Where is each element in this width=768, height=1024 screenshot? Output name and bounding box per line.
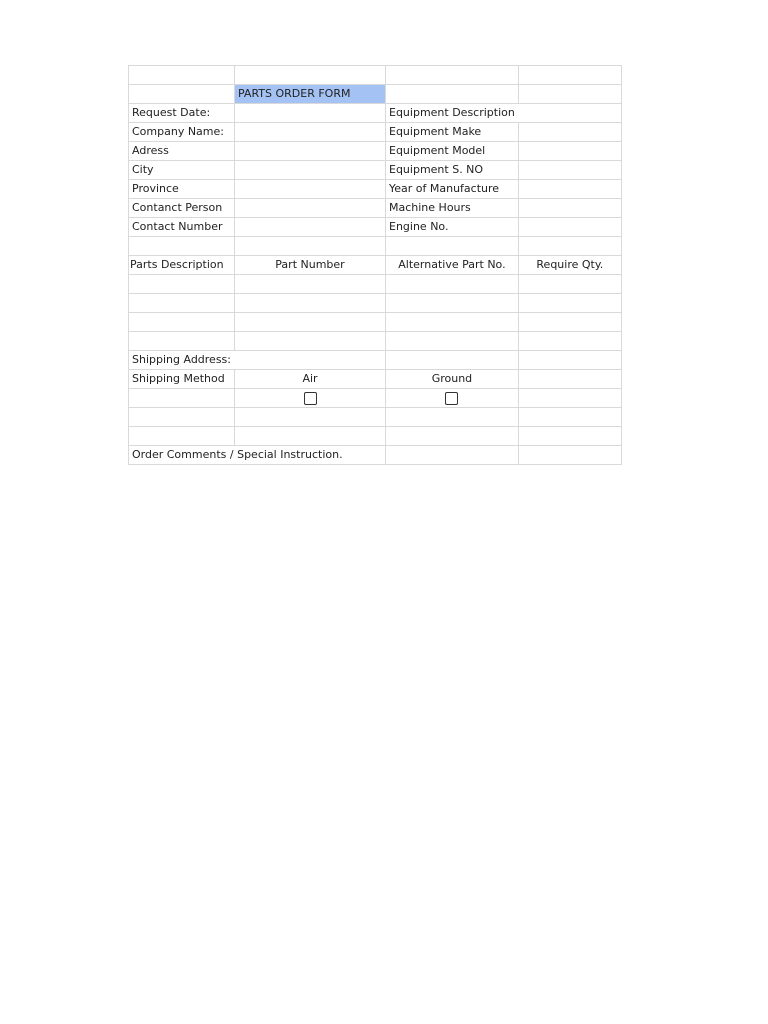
contact-person-field[interactable] xyxy=(235,199,386,218)
contact-person-label: Contanct Person xyxy=(129,199,235,218)
cell[interactable] xyxy=(129,389,235,408)
cell[interactable] xyxy=(518,389,621,408)
cell[interactable] xyxy=(386,237,519,256)
table-row xyxy=(129,427,622,446)
shipping-address-field[interactable] xyxy=(235,351,386,370)
cell[interactable] xyxy=(235,294,386,313)
order-comments-label: Order Comments / Special Instruction. xyxy=(129,446,386,465)
cell[interactable] xyxy=(518,408,621,427)
parts-row xyxy=(129,313,622,332)
cell[interactable] xyxy=(235,313,386,332)
cell[interactable] xyxy=(129,66,235,85)
cell[interactable] xyxy=(129,275,235,294)
address-field[interactable] xyxy=(235,142,386,161)
shipping-address-label: Shipping Address: xyxy=(129,351,235,370)
ground-checkbox-cell xyxy=(386,389,519,408)
year-of-manufacture-label: Year of Manufacture xyxy=(386,180,519,199)
cell[interactable] xyxy=(235,237,386,256)
equipment-make-field[interactable] xyxy=(518,123,621,142)
parts-row xyxy=(129,332,622,351)
equipment-serial-field[interactable] xyxy=(518,161,621,180)
city-field[interactable] xyxy=(235,161,386,180)
cell[interactable] xyxy=(386,313,519,332)
shipping-method-label: Shipping Method xyxy=(129,370,235,389)
table-row xyxy=(129,370,622,389)
table-row xyxy=(129,66,622,85)
city-label: City xyxy=(129,161,235,180)
cell[interactable] xyxy=(518,66,621,85)
table-row xyxy=(129,199,622,218)
machine-hours-field[interactable] xyxy=(518,199,621,218)
cell[interactable] xyxy=(235,427,386,446)
table-row xyxy=(129,237,622,256)
cell[interactable] xyxy=(129,427,235,446)
ground-checkbox[interactable] xyxy=(445,392,458,405)
cell[interactable] xyxy=(518,294,621,313)
table-row xyxy=(129,389,622,408)
contact-number-label: Contact Number xyxy=(129,218,235,237)
parts-description-header: Parts Description xyxy=(129,256,235,275)
cell[interactable] xyxy=(386,408,519,427)
cell[interactable] xyxy=(386,332,519,351)
table-row xyxy=(129,408,622,427)
cell[interactable] xyxy=(386,446,519,465)
address-label: Adress xyxy=(129,142,235,161)
contact-number-field[interactable] xyxy=(235,218,386,237)
equipment-model-field[interactable] xyxy=(518,142,621,161)
request-date-field[interactable] xyxy=(235,104,386,123)
cell[interactable] xyxy=(129,294,235,313)
request-date-label: Request Date: xyxy=(129,104,235,123)
cell[interactable] xyxy=(235,66,386,85)
cell[interactable] xyxy=(518,237,621,256)
year-of-manufacture-field[interactable] xyxy=(518,180,621,199)
cell[interactable] xyxy=(386,294,519,313)
cell[interactable] xyxy=(129,408,235,427)
province-field[interactable] xyxy=(235,180,386,199)
alternative-part-number-header: Alternative Part No. xyxy=(386,256,519,275)
shipping-option-air-label: Air xyxy=(235,370,386,389)
table-row xyxy=(129,180,622,199)
parts-row xyxy=(129,275,622,294)
province-label: Province xyxy=(129,180,235,199)
cell[interactable] xyxy=(129,332,235,351)
table-row xyxy=(129,161,622,180)
company-name-field[interactable] xyxy=(235,123,386,142)
cell[interactable] xyxy=(518,313,621,332)
company-name-label: Company Name: xyxy=(129,123,235,142)
cell[interactable] xyxy=(129,237,235,256)
engine-number-field[interactable] xyxy=(518,218,621,237)
form-title: PARTS ORDER FORM xyxy=(235,85,386,104)
require-qty-header: Require Qty. xyxy=(518,256,621,275)
machine-hours-label: Machine Hours xyxy=(386,199,519,218)
equipment-description-field[interactable] xyxy=(518,104,621,123)
cell[interactable] xyxy=(129,313,235,332)
cell[interactable] xyxy=(518,332,621,351)
parts-header-row xyxy=(129,256,622,275)
cell[interactable] xyxy=(235,275,386,294)
equipment-model-label: Equipment Model xyxy=(386,142,519,161)
parts-order-form-grid xyxy=(128,65,622,465)
cell[interactable] xyxy=(235,408,386,427)
engine-number-label: Engine No. xyxy=(386,218,519,237)
cell[interactable] xyxy=(518,446,621,465)
cell[interactable] xyxy=(129,85,235,104)
cell[interactable] xyxy=(518,85,621,104)
cell[interactable] xyxy=(518,427,621,446)
cell[interactable] xyxy=(386,275,519,294)
parts-row xyxy=(129,294,622,313)
table-row xyxy=(129,85,622,104)
table-row xyxy=(129,446,622,465)
cell[interactable] xyxy=(518,351,621,370)
cell[interactable] xyxy=(386,427,519,446)
equipment-make-label: Equipment Make xyxy=(386,123,519,142)
equipment-description-label: Equipment Description xyxy=(386,104,519,123)
cell[interactable] xyxy=(386,351,519,370)
cell[interactable] xyxy=(386,85,519,104)
equipment-serial-label: Equipment S. NO xyxy=(386,161,519,180)
shipping-option-ground-label: Ground xyxy=(386,370,519,389)
cell[interactable] xyxy=(235,332,386,351)
table-row xyxy=(129,142,622,161)
cell[interactable] xyxy=(518,275,621,294)
part-number-header: Part Number xyxy=(235,256,386,275)
table-row xyxy=(129,218,622,237)
cell[interactable] xyxy=(518,370,621,389)
table-row xyxy=(129,123,622,142)
table-row xyxy=(129,351,622,370)
air-checkbox[interactable] xyxy=(304,392,317,405)
cell[interactable] xyxy=(386,66,519,85)
air-checkbox-cell xyxy=(235,389,386,408)
table-row xyxy=(129,104,622,123)
